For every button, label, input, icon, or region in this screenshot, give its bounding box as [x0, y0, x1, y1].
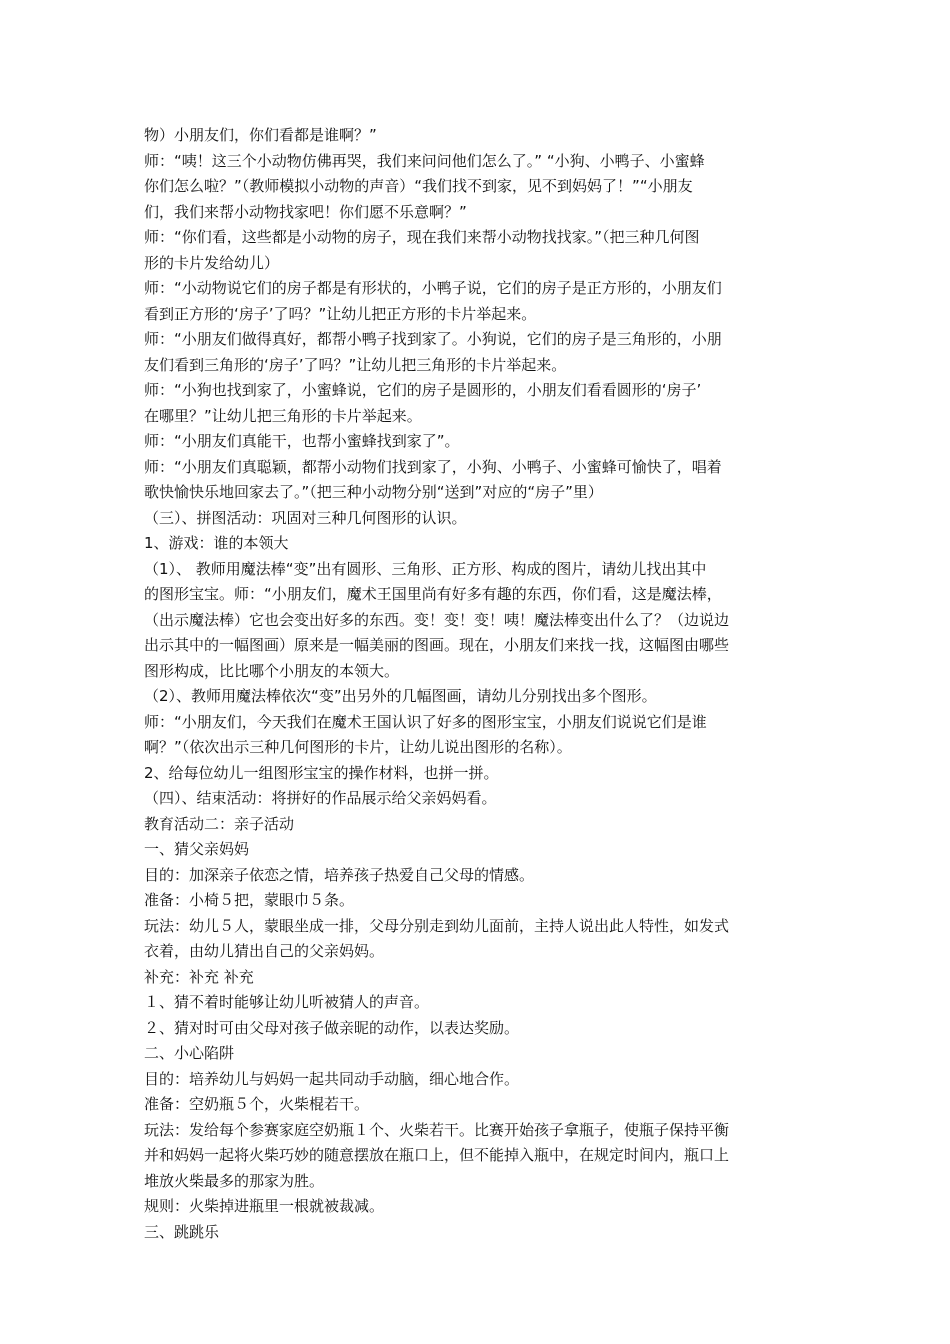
text-line: 师：“小狗也找到家了，小蜜蜂说，它们的房子是圆形的，小朋友们看看圆形的‘房子’	[144, 381, 702, 399]
game-heading: 三、跳跳乐	[144, 1222, 220, 1241]
text-line: 堆放火柴最多的那家为胜。	[144, 1171, 325, 1190]
text-line: ２、猜对时可由父母对孩子做亲昵的动作，以表达奖励。	[144, 1018, 520, 1037]
text-line: 图形构成，比比哪个小朋友的本领大。	[144, 661, 400, 680]
text-line: 你们怎么啦？”（教师模拟小动物的声音）“我们找不到家，见不到妈妈了！”“小朋友	[144, 177, 693, 195]
subsection-heading: 1、游戏：谁的本领大	[144, 534, 289, 552]
text-line: 物）小朋友们，你们看都是谁啊？”	[144, 126, 377, 144]
text-line: 师：“小朋友们真能干，也帮小蜜蜂找到家了”。	[144, 432, 460, 450]
text-line: 玩法：幼儿５人，蒙眼坐成一排，父母分别走到幼儿面前，主持人说出此人特性，如发式	[144, 916, 730, 935]
text-line: １、猜不着时能够让幼儿听被猜人的声音。	[144, 993, 430, 1011]
text-line: 的图形宝宝。师：“小朋友们，魔术王国里尚有好多有趣的东西，你们看，这是魔法棒，	[144, 585, 722, 603]
game-heading: 二、小心陷阱	[144, 1044, 235, 1062]
text-line: 师：“小朋友们做得真好，都帮小鸭子找到家了。小狗说，它们的房子是三角形的，小朋	[144, 330, 722, 348]
text-line: 师：“小朋友们真聪颖，都帮小动物们找到家了，小狗、小鸭子、小蜜蜂可愉快了，唱着	[144, 457, 722, 476]
text-line: 形的卡片发给幼儿）	[144, 253, 280, 272]
text-line: 玩法：发给每个参赛家庭空奶瓶１个、火柴若干。比赛开始孩子拿瓶子，使瓶子保持平衡	[144, 1120, 730, 1139]
text-line: 并和妈妈一起将火柴巧妙的随意摆放在瓶口上，但不能掉入瓶中，在规定时间内，瓶口上	[144, 1146, 730, 1164]
section-heading: （四）、结束活动：将拼好的作品展示给父亲妈妈看。	[144, 789, 497, 807]
text-line: 准备：空奶瓶５个，火柴棍若干。	[144, 1095, 370, 1113]
text-line: 准备：小椅５把，蒙眼巾５条。	[144, 891, 355, 909]
text-line: 歌快愉快乐地回家去了。”（把三种小动物分别“送到”对应的“房子”里）	[144, 483, 603, 501]
text-line: 目的：加深亲子依恋之情，培养孩子热爱自己父母的情感。	[144, 865, 535, 884]
text-line: 看到正方形的‘房子’了吗？”让幼儿把正方形的卡片举起来。	[144, 304, 537, 323]
document-body	[144, 123, 812, 1245]
text-line: 目的：培养幼儿与妈妈一起共同动手动脑，细心地合作。	[144, 1069, 520, 1088]
section-heading: （三）、拼图活动：巩固对三种几何图形的认识。	[144, 508, 467, 527]
text-line: （出示魔法棒）它也会变出好多的东西。变！变！变！咦！魔法棒变出什么了？（边说边	[144, 610, 730, 629]
text-line: 师：“小朋友们，今天我们在魔术王国认识了好多的图形宝宝，小朋友们说说它们是谁	[144, 712, 707, 731]
text-line: 友们看到三角形的‘房子’了吗？”让幼儿把三角形的卡片举起来。	[144, 355, 567, 374]
text-line: 出示其中的一幅图画）原来是一幅美丽的图画。现在，小朋友们来找一找，这幅图由哪些	[144, 636, 730, 654]
text-line: 在哪里？”让幼儿把三角形的卡片举起来。	[144, 406, 422, 425]
text-line: （1）、 教师用魔法棒“变”出有圆形、三角形、正方形、构成的图片，请幼儿找出其中	[144, 559, 707, 578]
text-line: 啊？”（依次出示三种几何图形的卡片，让幼儿说出图形的名称）。	[144, 738, 572, 756]
text-line: 师：“小动物说它们的房子都是有形状的，小鸭子说，它们的房子是正方形的，小朋友们	[144, 279, 722, 297]
text-line: 规则：火柴掉进瓶里一根就被裁减。	[144, 1197, 385, 1215]
text-line: 们，我们来帮小动物找家吧！你们愿不乐意啊？”	[144, 202, 467, 221]
game-heading: 一、猜父亲妈妈	[144, 840, 250, 858]
subsection-heading: 2、给每位幼儿一组图形宝宝的操作材料，也拼一拼。	[144, 763, 499, 782]
text-line: 补充：补充 补充	[144, 967, 254, 986]
text-line: 师：“咦！这三个小动物仿佛再哭，我们来问问他们怎么了。” “小狗、小鸭子、小蜜蜂	[144, 151, 705, 170]
text-line: （2）、教师用魔法棒依次“变”出另外的几幅图画，请幼儿分别找出多个图形。	[144, 687, 657, 705]
text-line: 衣着，由幼儿猜出自己的父亲妈妈。	[144, 942, 385, 960]
text-line: 师：“你们看，这些都是小动物的房子，现在我们来帮小动物找找家。”（把三种几何图	[144, 228, 700, 246]
activity-title: 教育活动二：亲子活动	[144, 814, 295, 833]
